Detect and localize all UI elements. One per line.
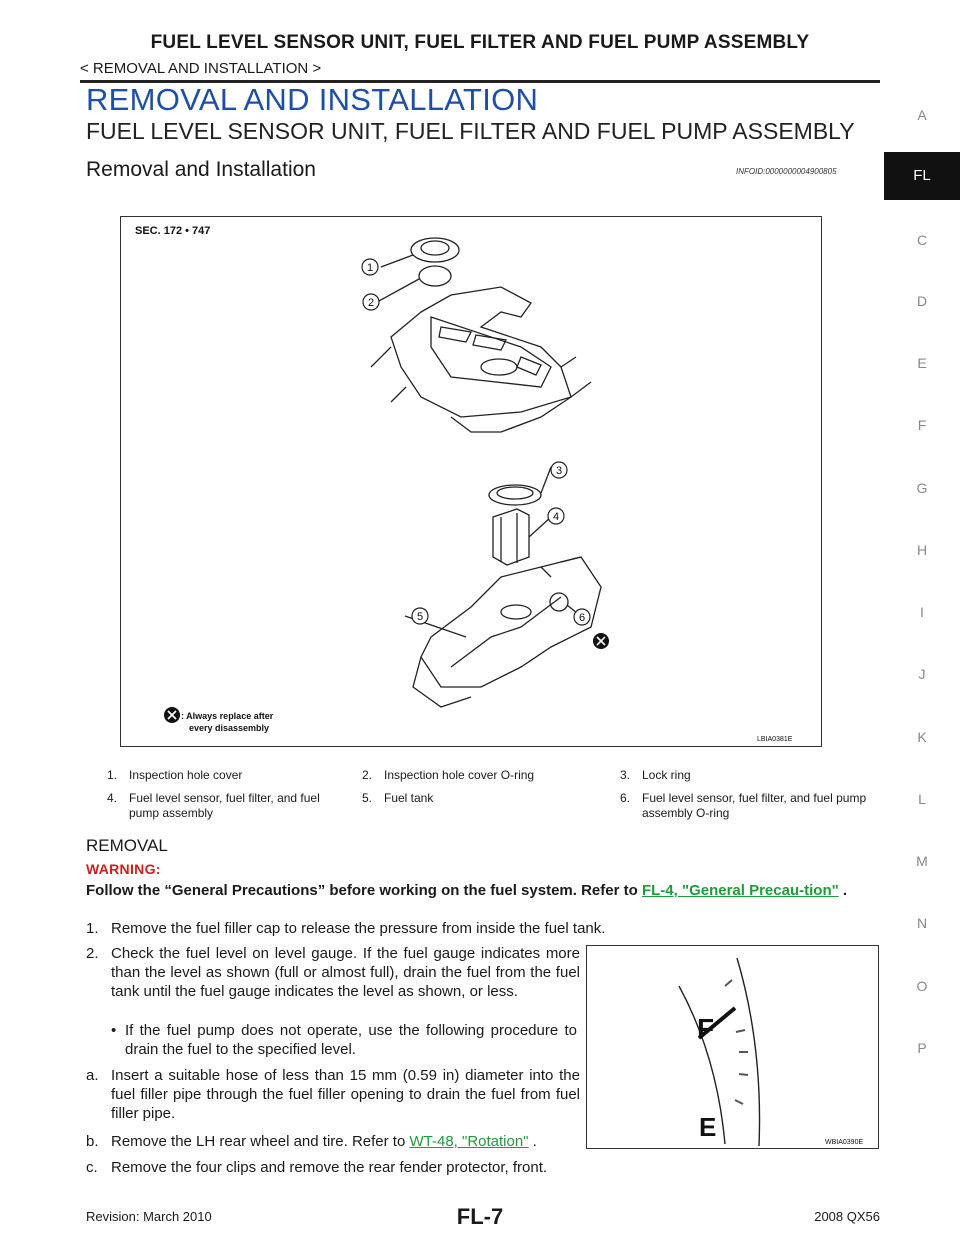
callout-1-label: 1	[366, 262, 374, 274]
replace-note-line1: : Always replace after	[181, 711, 274, 721]
index-tab-c[interactable]: C	[916, 232, 928, 248]
step-number: b.	[86, 1133, 99, 1150]
footer-revision: Revision: March 2010	[86, 1209, 212, 1224]
index-tab-f[interactable]: F	[917, 417, 927, 433]
index-tab-a[interactable]: A	[917, 107, 927, 123]
legend-num: 3.	[620, 768, 631, 782]
legend-text: Fuel level sensor, fuel filter, and fuel pump assembly	[129, 791, 320, 820]
callout-4-label: 4	[552, 511, 560, 523]
index-tab-i[interactable]: I	[920, 604, 924, 620]
step-text: Remove the four clips and remove the rear fender protector, front.	[111, 1159, 548, 1176]
legend-text: Fuel tank	[384, 791, 434, 805]
legend-text: Inspection hole cover O-ring	[384, 768, 535, 782]
step-number: 2.	[86, 945, 99, 962]
removal-heading: REMOVAL	[86, 836, 168, 855]
info-id: INFOID:0000000004900805	[736, 167, 837, 176]
replace-symbol-icon	[593, 633, 609, 649]
gauge-empty-label: E	[699, 1112, 717, 1142]
section-title: REMOVAL AND INSTALLATION	[86, 82, 539, 117]
page-header-subtitle: < REMOVAL AND INSTALLATION >	[80, 60, 322, 77]
index-tab-h[interactable]: H	[916, 542, 928, 558]
figure-code: LBIA0381E	[757, 736, 793, 743]
callout-3-label: 3	[555, 465, 563, 477]
gauge-full-label: F	[697, 1013, 715, 1044]
warning-body: Follow the “General Precautions” before working on the fuel system. Refer to	[86, 882, 638, 899]
page-header-title: FUEL LEVEL SENSOR UNIT, FUEL FILTER AND FUEL PUMP ASSEMBLY	[150, 32, 810, 53]
warning-reference-link[interactable]: FL-4, "General Precau-tion"	[641, 882, 839, 899]
fuel-gauge-drawing	[587, 946, 878, 1148]
legend-num: 1.	[107, 768, 118, 782]
index-tab-k[interactable]: K	[917, 729, 927, 745]
replace-legend-icon	[164, 707, 180, 723]
subsection-title: FUEL LEVEL SENSOR UNIT, FUEL FILTER AND FUEL PUMP ASSEMBLY	[86, 118, 855, 144]
replace-note-line2: every disassembly	[189, 723, 270, 733]
removal-installation-heading: Removal and Installation	[86, 158, 316, 181]
figure-section-label: SEC. 172 • 747	[135, 225, 211, 237]
warning-text	[86, 881, 880, 901]
index-tab-e[interactable]: E	[917, 355, 927, 371]
step-text: If the fuel pump does not operate, use the following procedure to drain the fuel to the specified level.	[125, 1022, 577, 1058]
step-end: .	[528, 1133, 537, 1150]
index-tab-n[interactable]: N	[916, 915, 928, 931]
index-tab-m[interactable]: M	[916, 853, 928, 869]
section-index	[884, 0, 960, 1242]
diagram-drawing	[121, 217, 821, 746]
legend-num: 4.	[107, 791, 118, 805]
index-tab-j[interactable]: J	[918, 666, 926, 682]
step-number: a.	[86, 1067, 99, 1084]
callout-6-label: 6	[578, 612, 586, 624]
index-tab-d[interactable]: D	[916, 293, 928, 309]
index-tab-p[interactable]: P	[917, 1040, 927, 1056]
footer-model: 2008 QX56	[814, 1209, 880, 1224]
legend-text: Lock ring	[642, 768, 691, 782]
index-tab-g[interactable]: G	[916, 480, 928, 496]
warning-end: .	[838, 882, 848, 899]
legend-text: Inspection hole cover	[129, 768, 243, 782]
step-number: c.	[86, 1159, 98, 1176]
index-tab-o[interactable]: O	[916, 978, 928, 994]
fuel-gauge-diagram	[586, 945, 879, 1149]
warning-label: WARNING:	[86, 861, 161, 877]
legend-text: Fuel level sensor, fuel filter, and fuel pump assembly O-ring	[642, 791, 867, 820]
fuel-pump-exploded-diagram	[120, 216, 822, 747]
step-text: Remove the LH rear wheel and tire. Refer to	[111, 1133, 406, 1150]
step-text: Insert a suitable hose of less than 15 mm (0.59 in) diameter into the fuel filler pipe through the fuel filler opening to drain the fuel from fuel filler pipe.	[111, 1067, 580, 1122]
step-text: Remove the fuel filler cap to release the pressure from inside the fuel tank.	[111, 920, 606, 937]
footer-page-number: FL-7	[456, 1204, 504, 1229]
legend-num: 5.	[362, 791, 373, 805]
legend-num: 2.	[362, 768, 373, 782]
figure2-code: WBIA0390E	[825, 1139, 864, 1146]
step-number: 1.	[86, 920, 99, 937]
wheel-reference-link[interactable]: WT-48, "Rotation"	[409, 1133, 529, 1150]
callout-5-label: 5	[416, 611, 424, 623]
index-tab-fl[interactable]: FL	[884, 152, 960, 200]
step-text: Check the fuel level on level gauge. If the fuel gauge indicates more than the level as shown (full or almost full), drain the fuel from the fuel tank until the fuel gauge indicates the level as shown, or less.	[111, 945, 580, 1000]
legend-num: 6.	[620, 791, 631, 805]
bullet: •	[111, 1022, 117, 1039]
callout-2-label: 2	[367, 297, 375, 309]
index-tab-l[interactable]: L	[918, 791, 926, 807]
